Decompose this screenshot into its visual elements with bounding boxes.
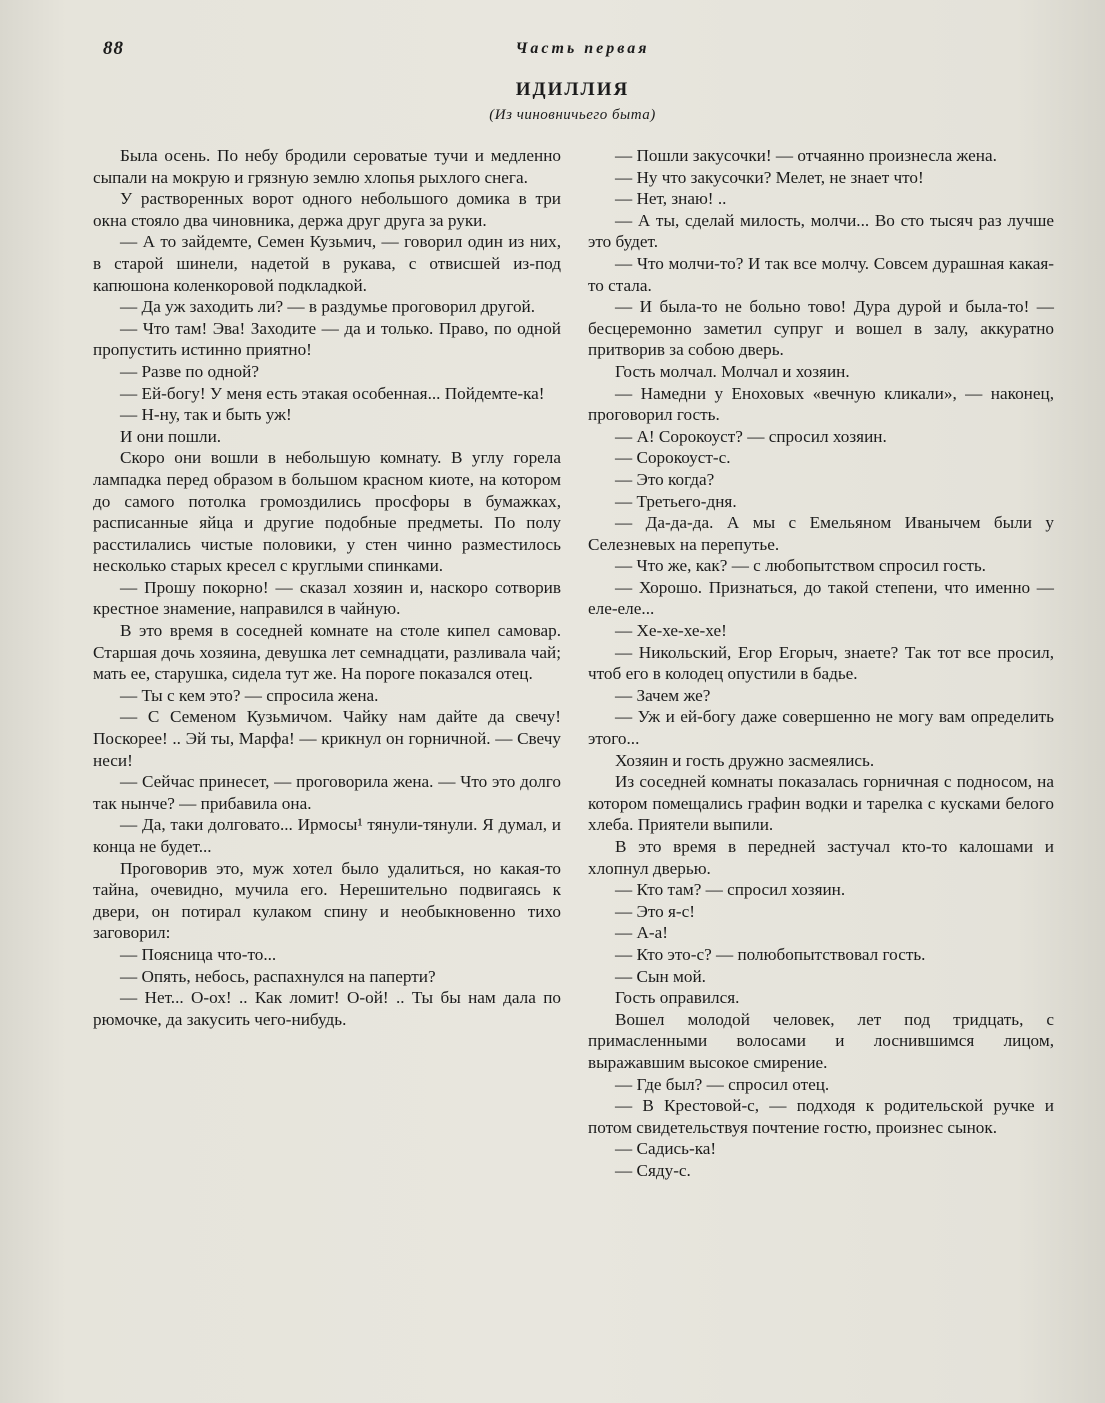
paragraph: — Где был? — спросил отец.	[615, 1074, 830, 1094]
paragraph: — А то зайдемте, Семен Кузьмич, — говорил один из них, в старой шинели, надетой в рукава, с отвисшей из-под капюшона коленкоровой подкладкой.	[93, 232, 561, 295]
paragraph: — Третьего-дня.	[615, 491, 737, 511]
paragraph: — Ну что закусочки? Мелет, не знает что!	[615, 167, 924, 187]
paragraph: — Ей-богу! У меня есть этакая особенная... Пойдемте-ка!	[120, 383, 545, 403]
paragraph: — Хе-хе-хе-хе!	[615, 621, 727, 641]
paragraph: — Н-ну, так и быть уж!	[120, 405, 292, 425]
paragraph: — Что же, как? — с любопытством спросил гость.	[615, 556, 986, 576]
paragraph: — Разве по одной?	[120, 361, 259, 381]
paragraph: — И была-то не больно тово! Дура дурой и была-то! — бесцеремонно заметил супруг и вошел в залу, аккуратно притворив за собою дверь.	[588, 297, 1054, 360]
left-text-column	[93, 145, 561, 1030]
paragraph: Хозяин и гость дружно засмеялись.	[615, 750, 875, 770]
paragraph: — С Семеном Кузьмичом. Чайку нам дайте да свечу! Поскорее! .. Эй ты, Марфа! — крикнул он горничной. — Свечу неси!	[93, 707, 561, 770]
paragraph: Гость оправился.	[615, 988, 740, 1008]
paragraph: — Сейчас принесет, — проговорила жена. — Что это долго так нынче? — прибавила она.	[93, 772, 561, 813]
paragraph: — Это я-с!	[615, 901, 695, 921]
paragraph: — А-а!	[615, 923, 668, 943]
paragraph: Проговорив это, муж хотел было удалиться, но какая-то тайна, очевидно, мучила его. Нерешительно подвигаясь к двери, он потирал кулаком спину и необыкновенно тихо заговорил:	[93, 858, 561, 943]
paragraph: Скоро они вошли в небольшую комнату. В углу горела лампадка перед образом в большом красном киоте, на котором до самого потолка громоздились просфоры в бумажках, расписанные яйца и другие подобные предметы. По полу расстилались чистые половики, у стен чинно разместилось несколько старых кресел с круглыми спинками.	[93, 448, 561, 576]
paragraph: — Что там! Эва! Заходите — да и только. Право, по одной пропустить истинно приятно!	[93, 318, 561, 360]
paragraph: — Да уж заходить ли? — в раздумье проговорил другой.	[120, 297, 536, 317]
paragraph: — Это когда?	[615, 469, 715, 489]
paragraph: — Кто там? — спросил хозяин.	[615, 880, 846, 900]
paragraph: — Ты с кем это? — спросила жена.	[120, 685, 379, 705]
paragraph: Из соседней комнаты показалась горничная с подносом, на котором помещались графин водки и тарелка с кусками белого хлеба. Приятели выпили.	[588, 772, 1054, 835]
paragraph: — Пошли закусочки! — отчаянно произнесла жена.	[615, 146, 997, 165]
article-title: ИДИЛЛИЯ	[515, 79, 630, 100]
paragraph: Вошел молодой человек, лет под тридцать, с примасленными волосами и лоснившимся лицом, выражавшим высокое смирение.	[588, 1009, 1054, 1072]
page-number: 88	[103, 38, 124, 59]
paragraph: — Садись-ка!	[615, 1139, 717, 1159]
paragraph: Гость молчал. Молчал и хозяин.	[615, 361, 850, 381]
paragraph: — Зачем же?	[615, 685, 711, 705]
paragraph: И они пошли.	[120, 426, 222, 446]
paragraph: — Намедни у Еноховых «вечную кликали», — наконец, проговорил гость.	[588, 383, 1054, 425]
paragraph: — Нет, знаю! ..	[615, 189, 727, 209]
paragraph: — Да-да-да. А мы с Емельяном Иванычем были у Селезневых на перепутье.	[588, 513, 1054, 554]
paragraph: У растворенных ворот одного небольшого домика в три окна стояло два чиновника, держа друг друга за руки.	[93, 189, 561, 230]
paragraph: В это время в соседней комнате на столе кипел самовар. Старшая дочь хозяина, девушка лет семнадцати, разливала чай; мать ее, старушка, сидела тут же. На пороге показался отец.	[93, 621, 561, 684]
paragraph: — В Крестовой-с, — подходя к родительской ручке и потом свидетельствуя почтение гостю, произнес сынок.	[588, 1096, 1054, 1137]
paragraph: — Прошу покорно! — сказал хозяин и, наскоро сотворив крестное знамение, направился в чайную.	[93, 577, 561, 619]
paragraph: — Никольский, Егор Егорыч, знаете? Так тот все просил, чтоб его в колодец опустили в бадье.	[588, 642, 1054, 684]
paragraph: — Уж и ей-богу даже совершенно не могу вам определить этого...	[588, 707, 1054, 749]
paragraph: В это время в передней застучал кто-то калошами и хлопнул дверью.	[588, 837, 1054, 878]
paragraph: — Поясница что-то...	[120, 944, 277, 964]
paragraph: — Опять, небось, распахнулся на паперти?	[120, 966, 436, 986]
paragraph: — Нет... О-ох! .. Как ломит! О-ой! .. Ты бы нам дала по рюмочке, да закусить чего-нибудь.	[93, 988, 561, 1029]
paragraph: Была осень. По небу бродили сероватые тучи и медленно сыпали на мокрую и грязную землю хлопья рыхлого снега.	[93, 146, 561, 187]
running-head: Часть первая	[515, 40, 650, 57]
paragraph: — А ты, сделай милость, молчи... Во сто тысяч раз лучше это будет.	[588, 210, 1054, 252]
paragraph: — Сяду-с.	[615, 1160, 691, 1180]
article-subtitle: (Из чиновничьего быта)	[489, 107, 656, 123]
paragraph: — А! Сорокоуст? — спросил хозяин.	[615, 426, 887, 446]
paragraph: — Сорокоуст-с.	[615, 448, 731, 468]
paragraph: — Сын мой.	[615, 966, 706, 986]
paragraph: — Да, таки долговато... Ирмосы¹ тянули-тянули. Я думал, и конца не будет...	[93, 815, 561, 856]
paragraph: — Что молчи-то? И так все молчу. Совсем дурашная какая-то стала.	[588, 253, 1054, 295]
paragraph: — Кто это-с? — полюбопытствовал гость.	[615, 944, 926, 964]
right-text-column	[588, 145, 1054, 1182]
paragraph: — Хорошо. Признаться, до такой степени, что именно — еле-еле...	[588, 577, 1054, 619]
